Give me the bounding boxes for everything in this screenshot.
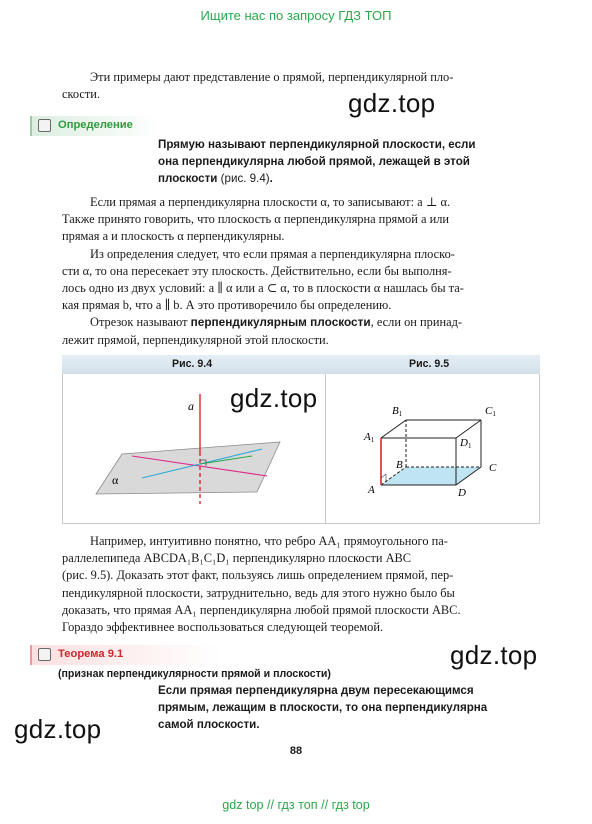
body-line: Если прямая a перпендикулярна плоскости α, то записывают: a ⊥ α. xyxy=(90,195,451,209)
figure-caption-bar xyxy=(62,355,540,374)
theorem-text xyxy=(158,682,542,733)
watermark: gdz.top xyxy=(450,640,538,670)
body-line: Отрезок называют xyxy=(90,315,191,330)
vertex-label-a: A xyxy=(368,484,375,496)
vertex-label-d: D xyxy=(458,487,466,499)
top-search-hint[interactable]: Ищите нас по запросу ГДЗ ТОП xyxy=(200,8,392,23)
plane-label-alpha: α xyxy=(112,473,119,487)
body-paragraphs xyxy=(62,194,540,349)
definition-end: . xyxy=(269,172,273,185)
body-line: (рис. 9.5). Доказать этот факт, пользуясь лишь определением прямой, пер- xyxy=(62,568,454,583)
body-line: Например, интуитивно понятно, что ребро AA₁ прямоугольного па- xyxy=(90,534,448,548)
example-paragraph xyxy=(62,533,540,636)
body-line: прямая a и плоскость α перпендикулярны. xyxy=(62,229,285,244)
theorem-line: Если прямая перпендикулярна двум пересекающимся xyxy=(158,684,474,697)
figure-9-4-title: Рис. 9.4 xyxy=(172,358,213,370)
theorem-line: прямым, лежащим в плоскости, то она перпендикулярна xyxy=(158,701,488,714)
body-line: лось одно из двух условий: a ∥ α или a ⊂ α, то в плоскости α нашлась бы та- xyxy=(62,281,464,296)
vertex-label-a1: A1 xyxy=(364,431,375,444)
vertex-label-b1: B1 xyxy=(392,405,403,418)
definition-line: она перпендикулярна любой прямой, лежащей в этой xyxy=(158,155,470,168)
plane-alpha xyxy=(96,442,280,494)
body-line: , если он принад- xyxy=(370,315,463,330)
body-line: лежит прямой, перпендикулярной этой плоскости. xyxy=(62,332,329,347)
theorem-line: самой плоскости. xyxy=(158,718,260,731)
figure-9-5-drawing xyxy=(326,374,540,524)
term-bold: перпендикулярным плоскости xyxy=(190,315,371,330)
body-line: Из определения следует, что если прямая a перпендикулярна плоско- xyxy=(90,246,455,261)
vertex-label-b: B xyxy=(396,459,403,471)
intro-line: Эти примеры дают представление о прямой, перпендикулярной пло- xyxy=(90,70,454,84)
watermark: gdz.top xyxy=(14,714,102,744)
definition-text xyxy=(158,136,542,187)
body-line: Также принято говорить, что плоскость α перпендикулярна прямой a или xyxy=(62,212,450,227)
bottom-links[interactable]: gdz top // гдз топ // гдз top xyxy=(222,798,370,812)
watermark: gdz.top xyxy=(230,383,318,413)
body-line: сти α, то она пересекает эту плоскость. Действительно, если бы выполня- xyxy=(62,263,452,278)
edge-a1b1 xyxy=(381,420,406,438)
theorem-subtitle: (признак перпендикулярности прямой и плоскости) xyxy=(58,668,331,680)
vertex-label-c1: C1 xyxy=(485,405,496,418)
definition-line: Прямую называют перпендикулярной плоскости, если xyxy=(158,138,476,151)
body-line: доказать, что прямая AA₁ перпендикулярна любой прямой плоскости ABC. xyxy=(62,602,461,617)
edge-d1c1 xyxy=(456,420,481,438)
body-line: кая прямая b, что a ∥ b. А это противоречило бы определению. xyxy=(62,298,392,313)
vertex-label-c: C xyxy=(489,462,497,474)
figure-9-5-title: Рис. 9.5 xyxy=(409,358,450,370)
watermark: gdz.top xyxy=(348,88,436,118)
line-label-a: a xyxy=(188,399,194,413)
figure-reference: (рис. 9.4) xyxy=(217,172,270,185)
page-number: 88 xyxy=(289,745,303,757)
vertex-label-d1: D1 xyxy=(460,437,472,450)
definition-label: Определение xyxy=(58,119,133,131)
intro-paragraph xyxy=(62,69,540,103)
checkbox-icon xyxy=(38,648,51,661)
definition-line: плоскости xyxy=(158,172,218,185)
body-line: Гораздо эффективнее воспользоваться следующей теоремой. xyxy=(62,620,384,635)
theorem-label: Теорема 9.1 xyxy=(58,648,124,660)
checkbox-icon xyxy=(38,119,51,132)
body-line: пендикулярной плоскости, затруднительно, ведь для этого нужно было бы xyxy=(62,585,455,600)
intro-line: скости. xyxy=(62,87,101,102)
body-line: раллелепипеда ABCDA₁B₁C₁D₁ перпендикулярно плоскости ABC xyxy=(62,551,412,566)
